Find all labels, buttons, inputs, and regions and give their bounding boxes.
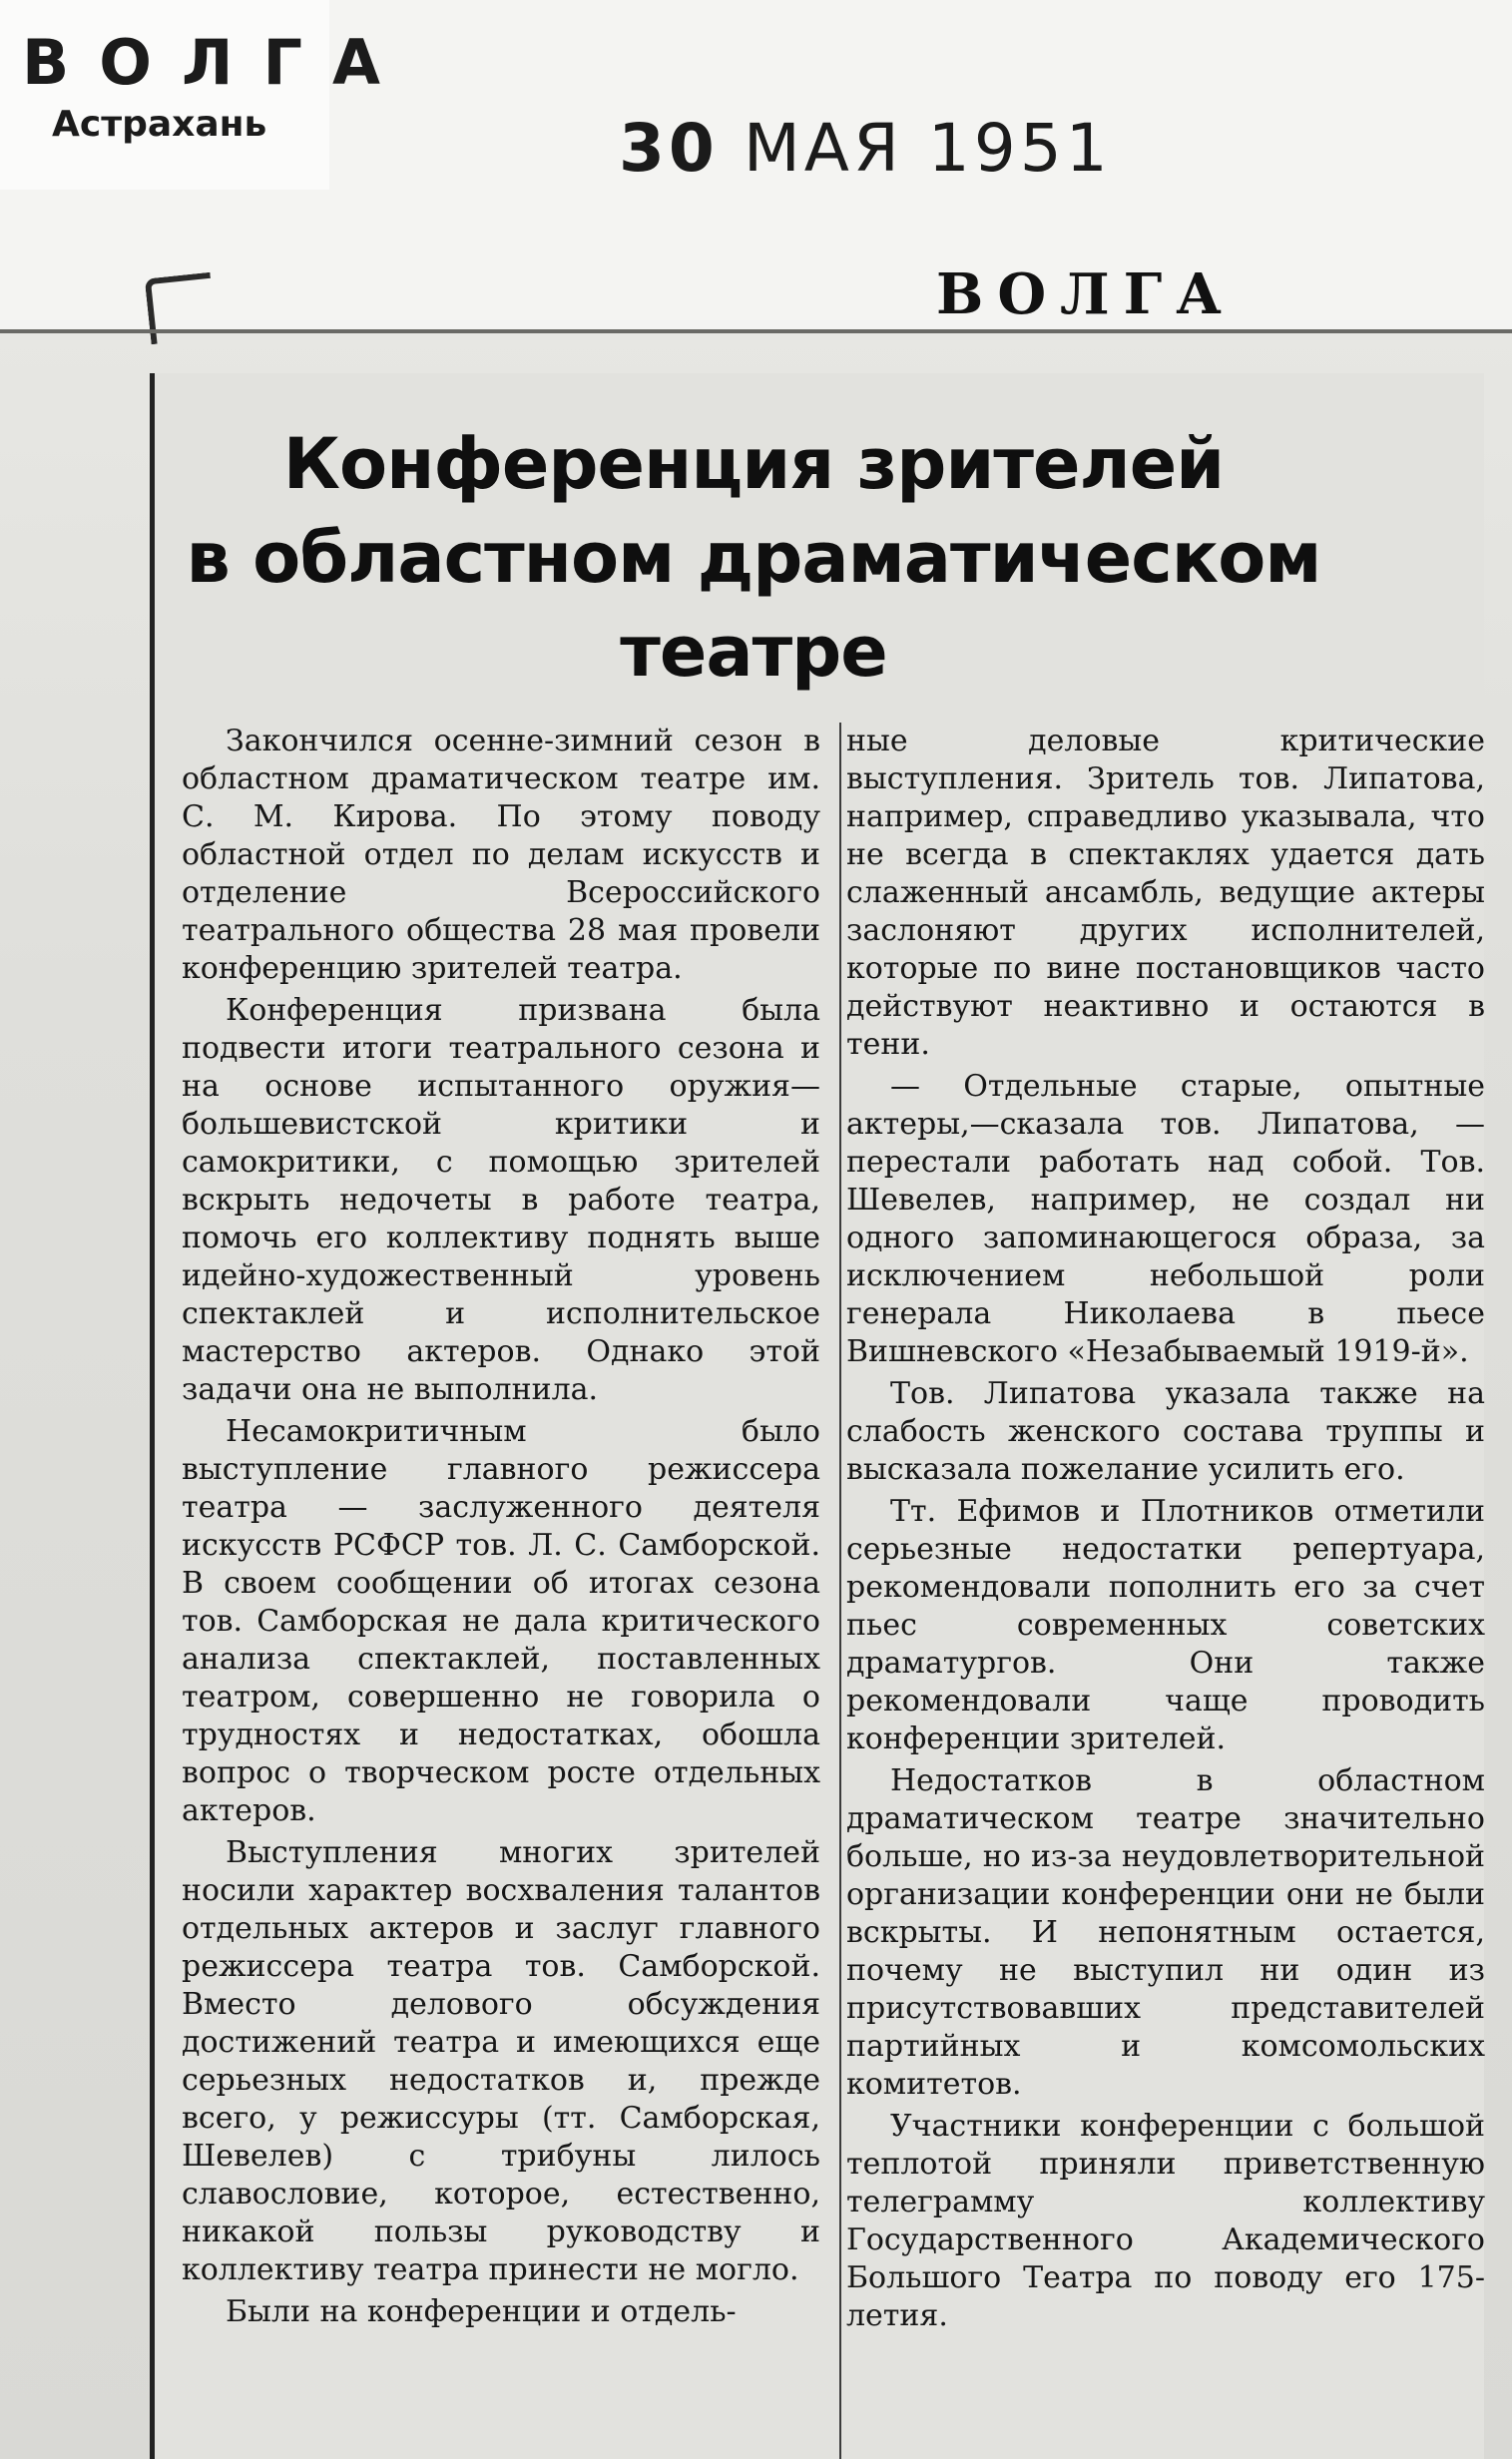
- headline-line: Конференция зрителей: [282, 423, 1225, 505]
- article-paragraph: Тов. Липатова указала также на слабость женского состава труппы и высказала пожелание усилить его.: [846, 1376, 1485, 1487]
- pencil-mark-icon: [145, 272, 218, 345]
- stamp-city: Астрахань: [52, 104, 267, 145]
- article-paragraph: Были на конференции и отдель-: [226, 2294, 737, 2329]
- article-paragraph: Тт. Ефимов и Плотников отметили серьезные недостатки репертуара, рекомендовали пополнить его за счет пьес современных советских драматургов. Они также рекомендовали чаще проводить конференции зрителей.: [846, 1494, 1485, 1756]
- article-paragraph: Конференция призвана была подвести итоги театрального сезона и на основе испытанного оружия—большевистской критики и самокритики, с помощью зрителей вскрыть недочеты в работе театра, помочь его коллективу поднять выше идейно-художественный уровень спектаклей и исполнительское мастерство актеров. Однако этой задачи она не выполнила.: [182, 993, 820, 1407]
- stamp-date: [619, 110, 1112, 187]
- clipping-masthead: ВОЛГА: [936, 261, 1236, 327]
- press-bureau-stamp: [0, 0, 410, 190]
- article-paragraph: ные деловые критические выступления. Зритель тов. Липатова, например, справедливо указывала, что не всегда в спектаклях удается дать слаженный ансамбль, ведущие актеры заслоняют других исполнителей, которые по вине постановщиков часто действуют неактивно и остаются в тени.: [846, 724, 1485, 1062]
- article-paragraph: Участники конференции с большой теплотой приняли приветственную телеграмму коллективу Государственного Академического Большого Театра по поводу его 175-летия.: [846, 2109, 1485, 2333]
- column-divider: [839, 723, 841, 2459]
- article-column-left: [182, 723, 820, 2335]
- stamp-date-day: 30: [619, 110, 719, 187]
- headline-line: театре: [620, 611, 887, 693]
- article-paragraph: Выступления многих зрителей носили характер восхваления талантов отдельных актеров и заслуг главного режиссера театра тов. Самборской. Вместо делового обсуждения достижений театра и имеющихся еще серьезных недостатков и, прежде всего, у режиссуры (тт. Самборская, Шевелев) с трибуны лилось славословие, которое, естественно, никакой пользы руководству и коллективу театра принести не могло.: [182, 1835, 820, 2287]
- article-paragraph: Закончился осенне-зимний сезон в областном драматическом театре им. С. М. Кирова. По этому поводу областной отдел по делам искусств и отделение Всероссийского театрального общества 28 мая провели конференцию зрителей театра.: [182, 724, 820, 986]
- article-paragraph: — Отдельные старые, опытные актеры,—сказала тов. Липатова, — перестали работать над собой. Тов. Шевелев, например, не создал ни одного запоминающегося образа, за исключением небольшой роли генерала Николаева в пьесе Вишневского «Незабываемый 1919-й».: [846, 1069, 1485, 1369]
- article-paragraph: Несамокритичным было выступление главного режиссера театра — заслуженного деятеля искусств РСФСР тов. Л. С. Самборской. В своем сообщении об итогах сезона тов. Самборская не дала критического анализа спектаклей, поставленных театром, совершенно не говорила о трудностях и недостатках, обошла вопрос о творческом росте отдельных актеров.: [182, 1414, 820, 1828]
- headline-line: в областном драматическом: [186, 517, 1321, 599]
- article-headline: [160, 417, 1347, 699]
- stamp-newspaper-name: ВОЛГА: [22, 26, 410, 99]
- article-paragraph: Недостатков в областном драматическом театре значительно больше, но из-за неудовлетворительной организации конференции они не были вскрыты. И непонятным остается, почему не выступил ни один из присутствовавших представителей партийных и комсомольских комитетов.: [846, 1763, 1485, 2102]
- stamp-date-year: 1951: [927, 110, 1112, 187]
- article-column-right: [846, 723, 1485, 2339]
- stamp-date-month: МАЯ: [743, 110, 903, 187]
- clipping-cut-edge: [0, 329, 1512, 333]
